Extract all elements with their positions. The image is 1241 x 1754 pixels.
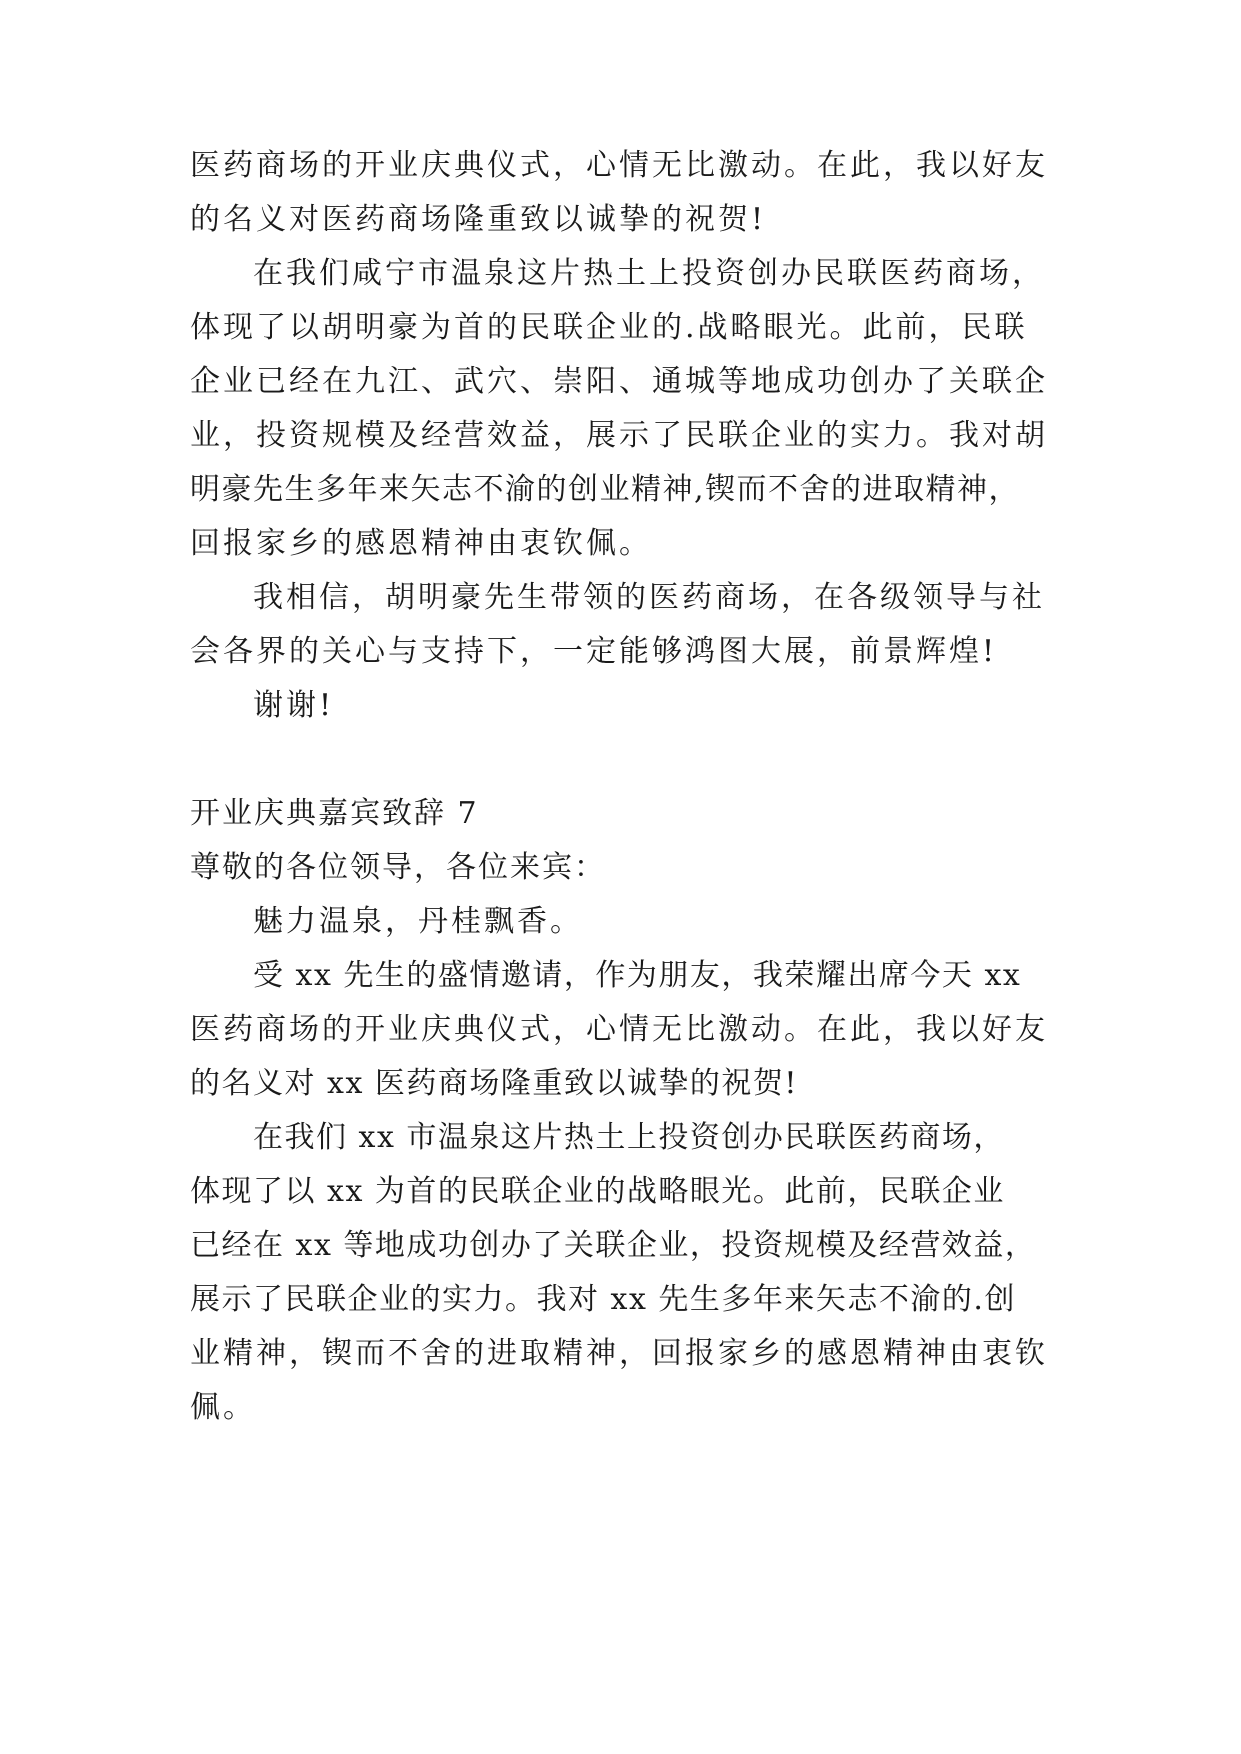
paragraph-line: 企业已经在九江、武穴、崇阳、通城等地成功创办了关联企 — [190, 364, 1048, 399]
paragraph-line: 体现了以胡明豪为首的民联企业的.战略眼光。此前，民联 — [190, 310, 1028, 345]
paragraph-line: 回报家乡的感恩精神由衷钦佩。 — [190, 526, 652, 561]
paragraph-line: 医药商场的开业庆典仪式，心情无比激动。在此，我以好友 — [190, 1012, 1048, 1047]
paragraph-line: 会各界的关心与支持下，一定能够鸿图大展，前景辉煌! — [190, 634, 998, 669]
paragraph-line: 谢谢! — [253, 688, 335, 723]
paragraph-line: 已经在 xx 等地成功创办了关联企业，投资规模及经营效益， — [190, 1228, 1037, 1263]
paragraph-line: 的名义对医药商场隆重致以诚挚的祝贺! — [190, 202, 767, 237]
paragraph-line: 受 xx 先生的盛情邀请，作为朋友，我荣耀出席今天 xx — [253, 958, 1022, 993]
paragraph-line: 的名义对 xx 医药商场隆重致以诚挚的祝贺! — [190, 1066, 798, 1101]
paragraph-line: 明豪先生多年来矢志不渝的创业精神,锲而不舍的进取精神， — [190, 472, 1021, 507]
paragraph-line: 医药商场的开业庆典仪式，心情无比激动。在此，我以好友 — [190, 148, 1048, 183]
paragraph-line: 在我们咸宁市温泉这片热土上投资创办民联医药商场， — [253, 256, 1045, 291]
salutation: 尊敬的各位领导，各位来宾： — [190, 850, 606, 885]
paragraph-line: 我相信，胡明豪先生带领的医药商场，在各级领导与社 — [253, 580, 1045, 615]
paragraph-line: 展示了民联企业的实力。我对 xx 先生多年来矢志不渝的.创 — [190, 1282, 1016, 1317]
paragraph-line: 业，投资规模及经营效益，展示了民联企业的实力。我对胡 — [190, 418, 1048, 453]
paragraph-line: 在我们 xx 市温泉这片热土上投资创办民联医药商场， — [253, 1120, 1005, 1155]
paragraph-line: 魅力温泉，丹桂飘香。 — [253, 904, 583, 939]
paragraph-line: 佩。 — [190, 1390, 256, 1425]
paragraph-line: 业精神，锲而不舍的进取精神，回报家乡的感恩精神由衷钦 — [190, 1336, 1048, 1371]
section-title: 开业庆典嘉宾致辞 7 — [190, 796, 479, 831]
paragraph-line: 体现了以 xx 为首的民联企业的战略眼光。此前，民联企业 — [190, 1174, 1005, 1209]
